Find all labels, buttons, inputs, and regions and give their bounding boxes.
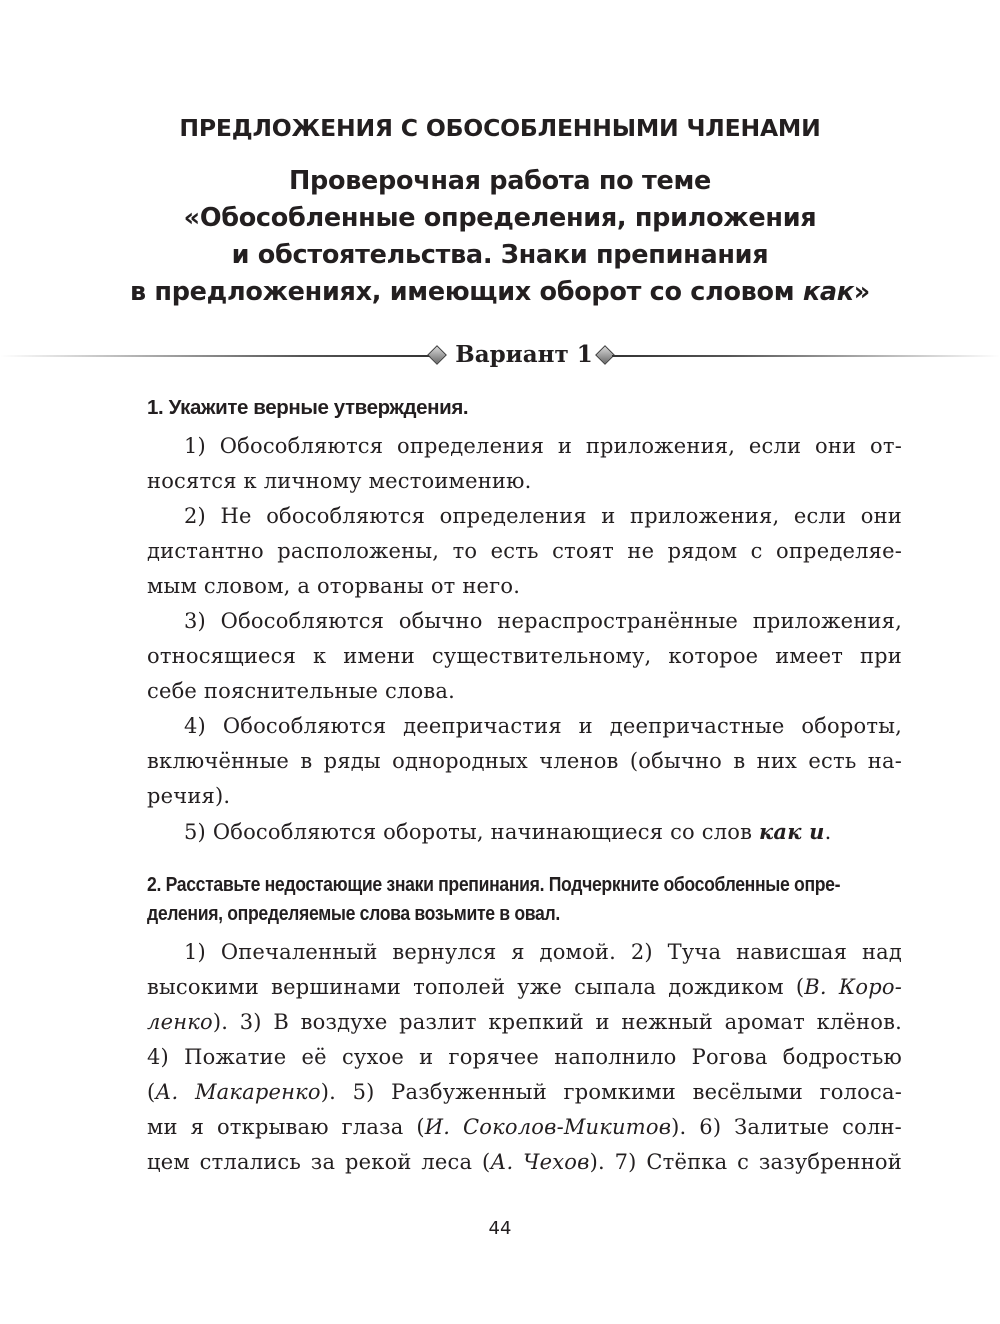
- item-text: 5) Обособляются обороты, начинающиеся со слов: [184, 820, 760, 844]
- text-line: [147, 1145, 902, 1180]
- author-name: ленко: [147, 1010, 213, 1034]
- text-segment: цем стлались за рекой леса (: [147, 1150, 491, 1174]
- text-segment: ). 7) Стёпка с зазубренной: [589, 1150, 902, 1174]
- left-divider: [0, 355, 432, 357]
- text-line: 1) Опечаленный вернулся я домой. 2) Туча нависшая над: [184, 940, 902, 964]
- author-name: В. Коро-: [804, 975, 902, 999]
- item-line: включённые в ряды однородных членов (обычно в них есть на-: [147, 749, 902, 773]
- task-1-items: [147, 429, 902, 849]
- item-line: мым словом, а оторваны от него.: [147, 574, 521, 598]
- diamond-ornament-icon: [427, 345, 447, 365]
- variant-label: Вариант 1: [455, 341, 593, 368]
- work-title-line: «Обособленные определения, приложения: [183, 203, 817, 233]
- text-segment: (: [147, 1080, 156, 1104]
- text-line: [147, 1005, 902, 1040]
- item-line: 1) Обособляются определения и приложения, если они от-: [184, 434, 902, 458]
- task-2-heading: [147, 870, 900, 928]
- item-line: себе пояснительные слова.: [147, 679, 455, 703]
- text-line: 4) Пожатие её сухое и горячее наполнило Рогова бодростью: [147, 1045, 902, 1069]
- section-title: ПРЕДЛОЖЕНИЯ С ОБОСОБЛЕННЫМИ ЧЛЕНАМИ: [179, 114, 821, 142]
- author-name: И. Соколов-Микитов: [424, 1115, 672, 1139]
- right-divider: [612, 355, 1000, 357]
- text-segment: ). 3) В воздухе разлит крепкий и нежный аромат клёнов.: [212, 1010, 902, 1034]
- work-title-line: и обстоятельства. Знаки препинания: [231, 240, 769, 270]
- item-line: дистантно расположены, то есть стоят не рядом с определяе-: [147, 539, 902, 563]
- item-line: 2) Не обособляются определения и приложения, если они: [184, 504, 902, 528]
- text-line: [147, 1075, 902, 1110]
- text-line: [147, 970, 902, 1005]
- task-2-text: [147, 935, 902, 1180]
- work-title-line: Проверочная работа по теме: [289, 166, 711, 196]
- work-title-text: в предложениях, имеющих оборот со словом: [130, 277, 803, 307]
- item-line: [147, 814, 902, 849]
- text-segment: ). 6) Залитые солн-: [671, 1115, 902, 1139]
- work-title-line: [0, 274, 1000, 311]
- text-line: [147, 1110, 902, 1145]
- task-1-heading: 1. Укажите верные утверждения.: [147, 396, 469, 419]
- work-title: [0, 163, 1000, 311]
- text-segment: ми я открываю глаза (: [147, 1115, 425, 1139]
- item-line: 3) Обособляются обычно нераспространённые приложения,: [184, 609, 902, 633]
- work-title-emphasis: как: [802, 277, 854, 307]
- item-line: 4) Обособляются деепричастия и деепричастные обороты,: [184, 714, 902, 738]
- page-number: 44: [488, 1218, 512, 1239]
- author-name: А. Чехов: [490, 1150, 590, 1174]
- task-2-heading-line: деления, определяемые слова возьмите в овал.: [147, 902, 560, 925]
- variant-header: [0, 338, 1000, 374]
- author-name: А. Макаренко: [155, 1080, 321, 1104]
- task-2-heading-line: 2. Расставьте недостающие знаки препинания. Подчеркните обособленные опре-: [147, 873, 841, 896]
- item-line: относящиеся к имени существительному, которое имеет при: [147, 644, 902, 668]
- item-line: речия).: [147, 784, 231, 808]
- item-line: носятся к личному местоимению.: [147, 469, 532, 493]
- work-title-quote: »: [853, 277, 870, 307]
- item-emphasis: как и: [759, 819, 825, 844]
- text-segment: ). 5) Разбуженный громкими весёлыми голоса-: [320, 1080, 902, 1104]
- item-text: .: [824, 820, 832, 844]
- text-segment: высокими вершинами тополей уже сыпала дождиком (: [147, 975, 805, 999]
